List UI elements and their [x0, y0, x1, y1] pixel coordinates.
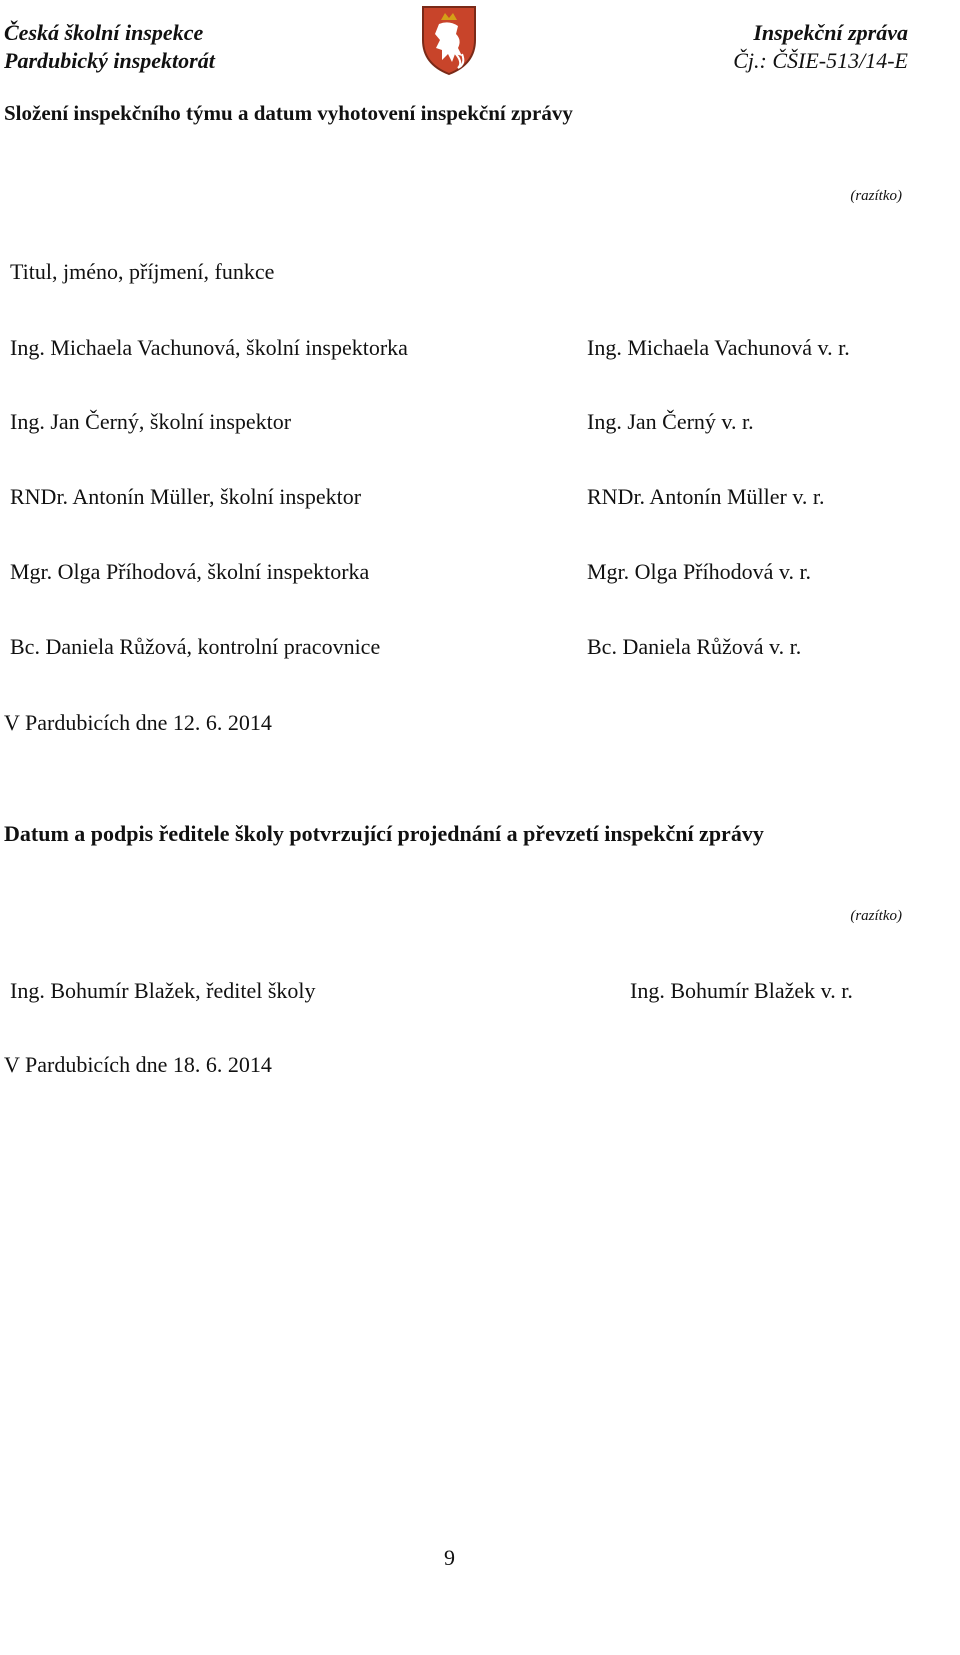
org-region: Pardubický inspektorát	[4, 48, 215, 73]
team-member-signature: Mgr. Olga Příhodová v. r.	[587, 559, 812, 584]
team-section-title: Složení inspekčního týmu a datum vyhotovení inspekční zprávy	[4, 101, 573, 125]
team-member-name: RNDr. Antonín Müller, školní inspektor	[10, 484, 362, 509]
coat-of-arms-icon	[420, 4, 478, 76]
team-member-signature: Ing. Jan Černý v. r.	[587, 409, 754, 434]
director-name: Ing. Bohumír Blažek, ředitel školy	[10, 978, 316, 1003]
director-date: V Pardubicích dne 18. 6. 2014	[4, 1052, 272, 1077]
org-name: Česká školní inspekce	[4, 20, 204, 45]
team-member-name: Mgr. Olga Příhodová, školní inspektorka	[10, 559, 370, 584]
team-member-signature: Ing. Michaela Vachunová v. r.	[587, 335, 850, 360]
team-member-name: Bc. Daniela Růžová, kontrolní pracovnice	[10, 634, 381, 659]
team-stamp-placeholder: (razítko)	[850, 188, 902, 204]
team-member-signature: RNDr. Antonín Müller v. r.	[587, 484, 825, 509]
document-type: Inspekční zpráva	[753, 20, 908, 45]
director-signature: Ing. Bohumír Blažek v. r.	[630, 978, 853, 1003]
director-section-title: Datum a podpis ředitele školy potvrzující projednání a převzetí inspekční zprávy	[4, 821, 764, 846]
page-number: 9	[444, 1545, 455, 1570]
team-report-date: V Pardubicích dne 12. 6. 2014	[4, 710, 272, 735]
director-stamp-placeholder: (razítko)	[850, 908, 902, 924]
reference-number: Čj.: ČŠIE-513/14-E	[733, 48, 908, 73]
team-column-header: Titul, jméno, příjmení, funkce	[10, 259, 275, 284]
team-member-name: Ing. Michaela Vachunová, školní inspektorka	[10, 335, 408, 360]
team-member-name: Ing. Jan Černý, školní inspektor	[10, 409, 292, 434]
team-member-signature: Bc. Daniela Růžová v. r.	[587, 634, 802, 659]
